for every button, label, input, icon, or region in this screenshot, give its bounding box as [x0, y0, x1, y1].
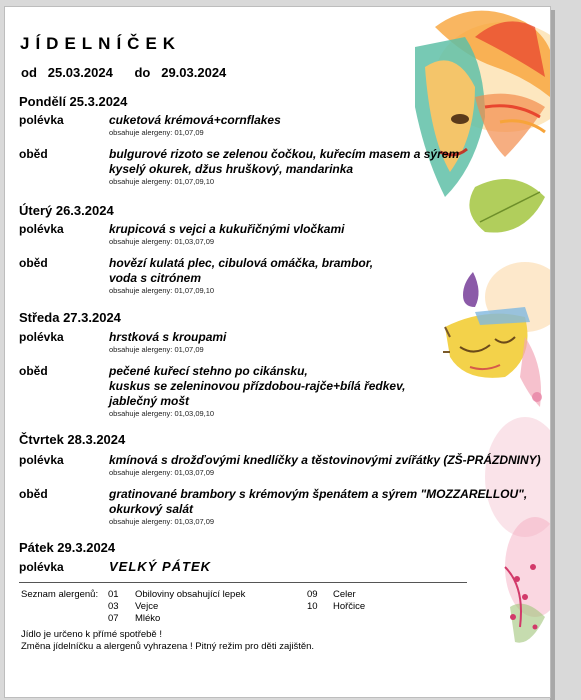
soup-dish: krupicová s vejci a kukuřičnými vločkami — [109, 222, 345, 236]
divider — [19, 582, 467, 583]
allergen-code: 07 — [108, 613, 119, 624]
lunch-label: oběd — [19, 487, 48, 501]
day-heading-tuesday: Úterý 26.3.2024 — [19, 203, 114, 218]
lunch-dish-line: jablečný mošt — [109, 394, 190, 408]
lunch-dish-line: bulgurové rizoto se zelenou čočkou, kuřecím masem a sýrem — [109, 147, 460, 161]
soup-label: polévka — [19, 453, 64, 467]
date-from: 25.03.2024 — [47, 65, 113, 80]
soup-dish: hrstková s kroupami — [109, 330, 227, 344]
lunch-allergens: obsahuje alergeny: 01,07,09,10 — [109, 177, 215, 186]
soup-label: polévka — [19, 113, 64, 127]
lunch-label: oběd — [19, 147, 48, 161]
note-text: Změna jídelníčku a alergenů vyhrazena ! Pitný režim pro děti zajištěn. — [21, 641, 315, 652]
soup-allergens: obsahuje alergeny: 01,03,07,09 — [109, 468, 215, 477]
allergen-name: Vejce — [135, 601, 159, 612]
lunch-allergens: obsahuje alergeny: 01,03,07,09 — [109, 517, 215, 526]
allergen-name: Celer — [333, 589, 356, 600]
day-heading-thursday: Čtvrtek 28.3.2024 — [19, 432, 126, 447]
soup-dish: kmínová s drožďovými knedlíčky a těstovinovými zvířátky (ZŠ-PRÁZDNINY) — [109, 453, 541, 467]
lunch-dish-line: hovězí kulatá plec, cibulová omáčka, brambor, — [109, 256, 374, 270]
day-heading-monday: Pondělí 25.3.2024 — [19, 94, 128, 109]
lunch-dish-line: kyselý okurek, džus hruškový, mandarinka — [109, 162, 354, 176]
lunch-dish-line: kuskus se zeleninovou přízdobou-rajče+bílá ředkev, — [109, 379, 406, 393]
lunch-dish-line: voda s citrónem — [109, 271, 202, 285]
date-from-label: od — [21, 65, 37, 80]
soup-label: polévka — [19, 222, 64, 236]
note-text: Jídlo je určeno k přímé spotřebě ! — [21, 629, 162, 640]
menu-page — [4, 6, 551, 698]
allergen-code: 10 — [307, 601, 318, 612]
page-title: JÍDELNÍČEK — [20, 34, 182, 53]
soup-allergens: obsahuje alergeny: 01,03,07,09 — [109, 237, 215, 246]
soup-label: polévka — [19, 330, 64, 344]
allergen-code: 01 — [108, 589, 119, 600]
allergen-name: Hořčice — [333, 601, 366, 612]
date-to-label: do — [134, 65, 151, 80]
lunch-allergens: obsahuje alergeny: 01,03,09,10 — [109, 409, 215, 418]
date-range — [21, 65, 226, 80]
lunch-label: oběd — [19, 364, 48, 378]
lunch-label: oběd — [19, 256, 48, 270]
lunch-dish-line: pečené kuřecí stehno po cikánsku, — [109, 364, 308, 378]
allergen-name: Obiloviny obsahující lepek — [135, 589, 246, 600]
allergen-code: 09 — [307, 589, 318, 600]
soup-dish: cuketová krémová+cornflakes — [109, 113, 281, 127]
allergen-legend-label: Seznam alergenů: — [21, 589, 99, 600]
lunch-allergens: obsahuje alergeny: 01,07,09,10 — [109, 286, 215, 295]
lunch-dish-line: gratinované brambory s krémovým špenátem a sýrem "MOZZARELLOU", — [109, 487, 528, 501]
day-heading-friday: Pátek 29.3.2024 — [19, 540, 116, 555]
date-to: 29.03.2024 — [161, 65, 227, 80]
soup-allergens: obsahuje alergeny: 01,07,09 — [109, 345, 204, 354]
holiday-text: VELKÝ PÁTEK — [109, 559, 212, 574]
lunch-dish-line: okurkový salát — [109, 502, 194, 516]
allergen-code: 03 — [108, 601, 119, 612]
soup-label: polévka — [19, 560, 64, 574]
day-heading-wednesday: Středa 27.3.2024 — [19, 310, 121, 325]
allergen-name: Mléko — [135, 613, 161, 624]
soup-allergens: obsahuje alergeny: 01,07,09 — [109, 128, 204, 137]
